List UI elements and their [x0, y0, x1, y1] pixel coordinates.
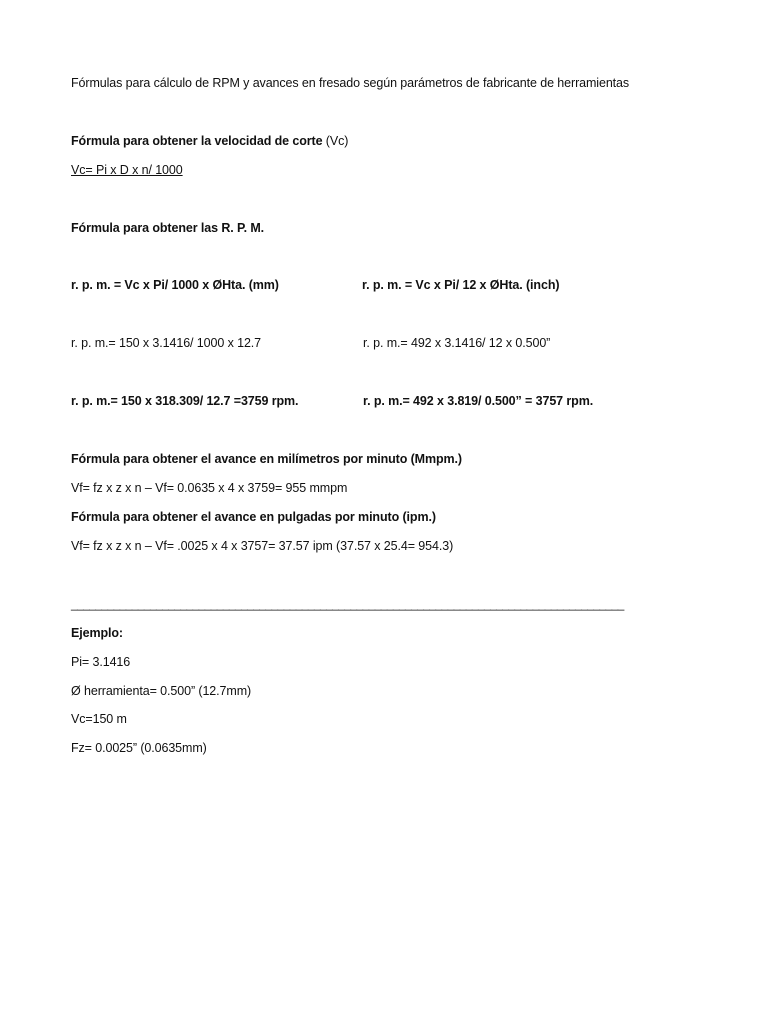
document-title: Fórmulas para cálculo de RPM y avances en fresado según parámetros de fabricante de herramientas: [71, 76, 630, 90]
example-vc: Vc=150 m: [71, 712, 127, 726]
vc-heading-bold: Fórmula para obtener la velocidad de corte: [71, 134, 323, 148]
rpm-result-inch: r. p. m.= 492 x 3.819/ 0.500” = 3757 rpm.: [363, 394, 594, 408]
rpm-heading: Fórmula para obtener las R. P. M.: [71, 221, 265, 235]
example-pi: Pi= 3.1416: [71, 655, 131, 669]
separator-line: ___________________________________________________________________________________________: [71, 597, 624, 611]
example-heading: Ejemplo:: [71, 626, 123, 640]
ipm-heading: Fórmula para obtener el avance en pulgadas por minuto (ipm.): [71, 510, 436, 524]
example-fz: Fz= 0.0025” (0.0635mm): [71, 741, 207, 755]
rpm-formula-inch: r. p. m. = Vc x Pi/ 12 x ØHta. (inch): [362, 278, 560, 292]
mmpm-heading: Fórmula para obtener el avance en milímetros por minuto (Mmpm.): [71, 452, 462, 466]
rpm-substitution-inch: r. p. m.= 492 x 3.1416/ 12 x 0.500”: [363, 336, 551, 350]
ipm-formula: Vf= fz x z x n – Vf= .0025 x 4 x 3757= 37.57 ipm (37.57 x 25.4= 954.3): [71, 539, 454, 553]
rpm-substitution-mm: r. p. m.= 150 x 3.1416/ 1000 x 12.7: [71, 336, 262, 350]
vc-heading: [71, 133, 348, 149]
example-tool-diameter: Ø herramienta= 0.500” (12.7mm): [71, 684, 252, 698]
mmpm-formula: Vf= fz x z x n – Vf= 0.0635 x 4 x 3759= 955 mmpm: [71, 481, 348, 495]
vc-formula: Vc= Pi x D x n/ 1000: [71, 163, 183, 177]
rpm-formula-mm: r. p. m. = Vc x Pi/ 1000 x ØHta. (mm): [71, 278, 279, 292]
rpm-result-mm: r. p. m.= 150 x 318.309/ 12.7 =3759 rpm.: [71, 394, 299, 408]
vc-heading-abbrev: (Vc): [322, 134, 349, 148]
